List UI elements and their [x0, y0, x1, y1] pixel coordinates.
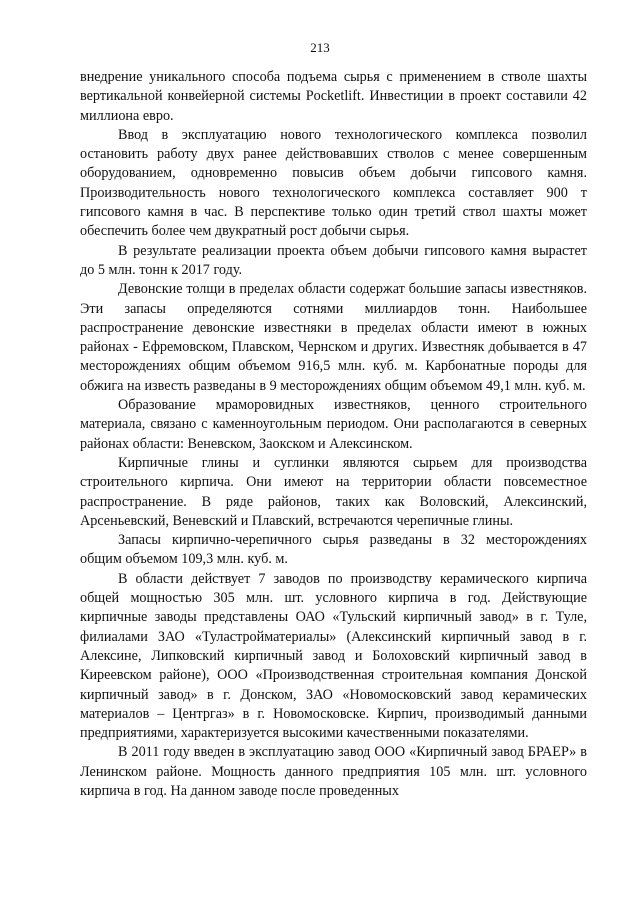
page-body	[80, 68, 587, 801]
paragraph-gypsum-outlook: В результате реализации проекта объем добычи гипсового камня вырастет до 5 млн. тонн к 2017 году.	[80, 242, 587, 278]
paragraph-gypsum-complex: Ввод в эксплуатацию нового технологического комплекса позволил остановить работу двух ранее действовавших стволов с менее совершенным оборудованием, одновременно повысив объем добычи гипсового камня. Производительность нового технологического комплекса составляет 900 т гипсового камня в час. В перспективе только один третий ствол шахты может обеспечить более чем двукратный рост добычи сырья.	[80, 126, 587, 240]
paragraph-brick-reserves: Запасы кирпично-черепичного сырья разведаны в 32 месторождениях общим объемом 109,3 млн. куб. м.	[80, 532, 587, 568]
paragraph-brick-plants: В области действует 7 заводов по производству керамического кирпича общей мощностью 305 млн. шт. условного кирпича в год. Действующие кирпичные заводы представлены ОАО «Тульский кирпичный завод» в г. Туле, филиалами ЗАО «Туластройматериалы» (Алексинский кирпичный завод в г. Алексине, Липковский кирпичный завод и Болоховский кирпичный завод в Киреевском районе), ООО «Производственная строительная компания Донской кирпичный завод» в г. Донском, ЗАО «Новомосковский завод керамических материалов – Центргаз» в г. Новомосковске. Кирпич, производимый данными предприятиями, характеризуется высокими качественными показателями.	[80, 570, 587, 742]
paragraph-marble-limestone: Образование мраморовидных известняков, ценного строительного материала, связано с каменноугольным периодом. Они располагаются в северных районах области: Веневском, Заокском и Алексинском.	[80, 397, 587, 452]
paragraph-braer-plant: В 2011 году введен в эксплуатацию завод ООО «Кирпичный завод БРАЕР» в Ленинском районе. Мощность данного предприятия 105 млн. шт. условного кирпича в год. На данном заводе после проведенных	[80, 744, 587, 799]
paragraph-brick-clay: Кирпичные глины и суглинки являются сырьем для производства строительного кирпича. Они имеют на территории области повсеместное распространение. В ряде районов, таких как Воловский, Алексинский, Арсеньевский, Веневский и Плавский, встречаются черепичные глины.	[80, 454, 587, 529]
page-number: 213	[310, 40, 330, 55]
paragraph-gypsum-pocketlift: внедрение уникального способа подъема сырья с применением в стволе шахты вертикальной конвейерной системы Pocketlift. Инвестиции в проект составили 42 миллиона евро.	[80, 69, 587, 124]
paragraph-limestone-reserves: Девонские толщи в пределах области содержат большие запасы известняков. Эти запасы определяются сотнями миллиардов тонн. Наибольшее распространение девонские известняки в пределах области имеют в южных районах - Ефремовском, Плавском, Чернском и других. Известняк добывается в 47 месторождениях общим объемом 916,5 млн. куб. м. Карбонатные породы для обжига на известь разведаны в 9 месторождениях общим объемом 49,1 млн. куб. м.	[80, 281, 587, 394]
